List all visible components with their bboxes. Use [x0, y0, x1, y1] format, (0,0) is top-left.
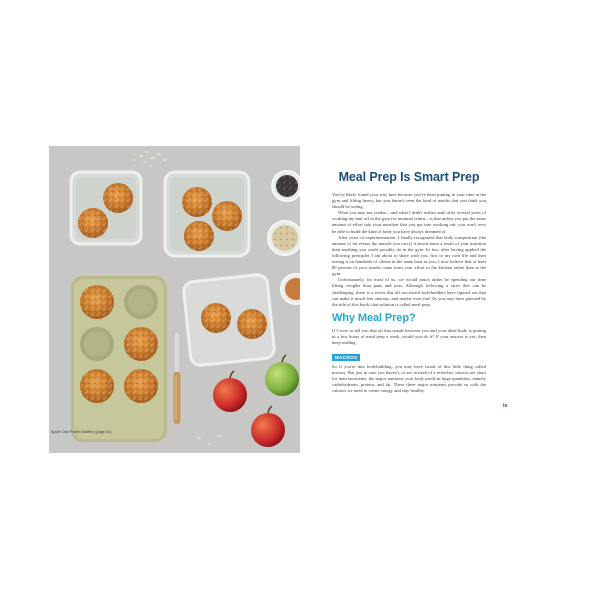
food-photo [49, 146, 300, 453]
page-title: Meal Prep Is Smart Prep [338, 170, 480, 184]
glass-container-icon [165, 172, 249, 256]
subsection-tag: MACROS [332, 354, 360, 361]
glass-container-icon [71, 172, 141, 244]
bowl-icon [268, 221, 300, 255]
apple-icon [265, 355, 299, 396]
oat-flakes [132, 151, 167, 167]
apple-icon [213, 371, 247, 412]
food-photo-illustration [49, 146, 300, 453]
page-number: ix [503, 403, 508, 409]
subsection-paragraph: So if you're into bodybuilding, you may have heard of this little thing called macros. But just in case you haven't, or are in need of a refresher, macros are short for macronutrients, the major nutrients your body needs in large quantities, namely carbohydrates, protein, and fat. These three major nutrients provide us with the calories we need to create energy and stay healthy. [332, 364, 486, 394]
section-heading: Why Meal Prep? [332, 311, 416, 324]
photo-caption: Apple Oat Protein Muffins (page 51) [51, 430, 112, 434]
body-paragraph: You've likely found your way here because you've been putting in your time at the gym and lifting heavy, but you haven't seen the kind of results that you think you should be seeing. [332, 192, 486, 210]
apple-icon [251, 406, 285, 447]
bowl-icon [281, 274, 300, 304]
article-column [332, 170, 486, 395]
bowl-icon [272, 171, 300, 201]
body-paragraph: What you may not realize—and what I didn't realize until after several years of working my butt off in the gym for minimal return—is that unless you put the same amount of effort into your nutrition that you put into working out, you won't ever be able to build the kind of body you have always dreamed of. [332, 210, 486, 234]
body-paragraph: Unfortunately, for most of us, we would much rather be spending our time lifting weights than pans and pots. Although following a strict diet can be challenging, there is a secret that all successful bodybuilders have figured out that can make it much less onerous, and maybe even fun! As you may have guessed by the title of this book, that solution is called meal prep. [332, 277, 486, 307]
spatula-icon [174, 332, 181, 424]
oat-flakes-bottom [197, 435, 221, 445]
section-paragraph: If I were to tell you that all that stands between you and your ideal body is putting in a few hours of meal prep a week, would you do it? If your answer is yes, then keep reading. [332, 327, 486, 345]
muffin-tin-icon [71, 276, 167, 442]
body-paragraph: After years of experimentation, I finally recognized that body composition (the amount of fat versus the muscle you carry) is much more a result of your nutrition than anything you could possibly do in the gym. In fact, after having applied the following principles I am about to share with you, first to my own life and then testing it on hundreds of clients in the same boat as you, I now believe that at least 80 percent of your results come from your effort in the kitchen rather than at the gym. [332, 234, 486, 277]
glass-container-icon [183, 274, 275, 366]
